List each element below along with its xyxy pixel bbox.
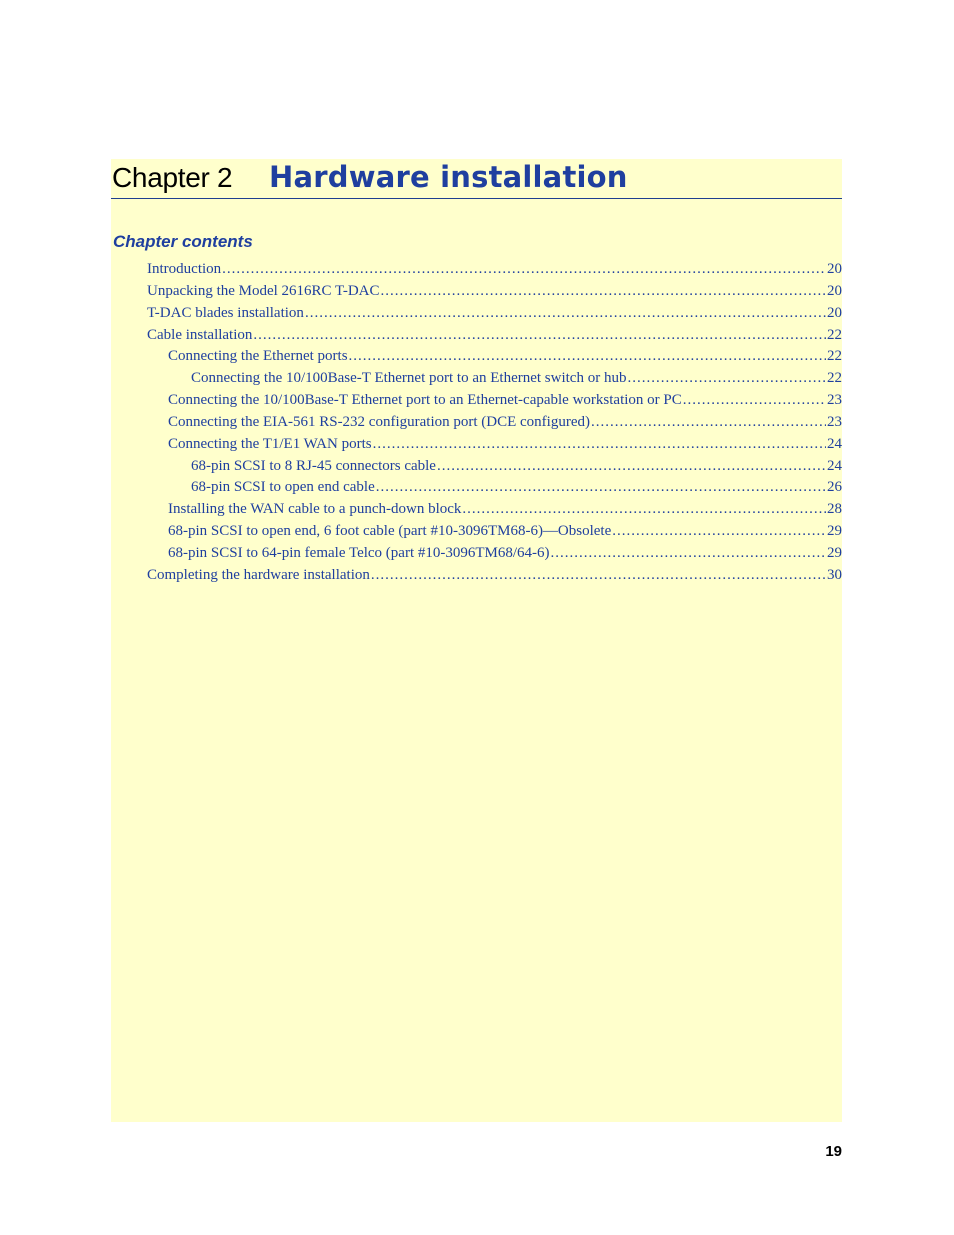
toc-entry[interactable]: [168, 542, 842, 564]
toc-entry-title: Connecting the 10/100Base-T Ethernet port to an Ethernet-capable workstation or PC: [168, 392, 682, 408]
toc-entry-page: 23: [827, 414, 842, 430]
toc-entry-title: 68-pin SCSI to 64-pin female Telco (part #10-3096TM68/64-6): [168, 545, 550, 561]
toc-dot-leader: [371, 564, 826, 586]
toc-entry[interactable]: [168, 389, 842, 411]
toc-dot-leader: [349, 345, 826, 367]
toc-entry[interactable]: [147, 258, 842, 280]
chapter-label: Chapter 2: [112, 162, 233, 193]
toc-entry-title: Installing the WAN cable to a punch-down block: [168, 501, 462, 517]
toc-entry-title: Completing the hardware installation: [147, 567, 370, 583]
toc-entry-page: 22: [827, 348, 842, 364]
toc-entry[interactable]: [147, 564, 842, 586]
toc-entry-title: Connecting the Ethernet ports: [168, 348, 348, 364]
toc-entry-page: 30: [827, 567, 842, 583]
toc-entry-title: Unpacking the Model 2616RC T-DAC: [147, 283, 380, 299]
toc-dot-leader: [437, 455, 826, 477]
toc-entry-page: 24: [827, 436, 842, 452]
toc-dot-leader: [462, 498, 826, 520]
toc-entry-page: 24: [827, 458, 842, 474]
toc-entry-title: Connecting the EIA-561 RS-232 configuration port (DCE configured): [168, 414, 590, 430]
contents-heading: Chapter contents: [113, 232, 253, 251]
toc-dot-leader: [381, 280, 827, 302]
toc-entry-title: 68-pin SCSI to open end cable: [191, 479, 375, 495]
toc-entry-title: Connecting the 10/100Base-T Ethernet port to an Ethernet switch or hub: [191, 370, 627, 386]
toc-entry-title: T-DAC blades installation: [147, 305, 304, 321]
toc-entry[interactable]: [168, 411, 842, 433]
toc-dot-leader: [683, 389, 826, 411]
toc-dot-leader: [222, 258, 826, 280]
toc-entry-title: 68-pin SCSI to open end, 6 foot cable (part #10-3096TM68-6)—Obsolete: [168, 523, 612, 539]
toc-entry-title: Introduction: [147, 261, 222, 277]
toc-entry-page: 29: [827, 545, 842, 561]
toc-entry[interactable]: [191, 367, 842, 389]
toc-entry-page: 20: [827, 305, 842, 321]
chapter-title: Hardware installation: [269, 160, 628, 194]
page-number: 19: [825, 1143, 842, 1160]
toc-entry[interactable]: [147, 280, 842, 302]
toc-dot-leader: [373, 433, 826, 455]
toc-entry-title: Cable installation: [147, 327, 253, 343]
toc-entry[interactable]: [168, 345, 842, 367]
toc-entry-page: 23: [827, 392, 842, 408]
toc-entry[interactable]: [147, 302, 842, 324]
toc-entry-page: 26: [827, 479, 842, 495]
toc-entry-page: 28: [827, 501, 842, 517]
toc-dot-leader: [376, 476, 826, 498]
toc-entry[interactable]: [191, 455, 842, 477]
toc-entry-page: 22: [827, 370, 842, 386]
toc-dot-leader: [305, 302, 826, 324]
toc-entry-page: 20: [827, 261, 842, 277]
toc-entry-title: Connecting the T1/E1 WAN ports: [168, 436, 372, 452]
toc-dot-leader: [627, 367, 826, 389]
toc-entry[interactable]: [168, 520, 842, 542]
toc-entry[interactable]: [168, 433, 842, 455]
toc-entry-page: 22: [827, 327, 842, 343]
toc-entry[interactable]: [191, 476, 842, 498]
toc-entry[interactable]: [147, 324, 842, 346]
toc-dot-leader: [551, 542, 826, 564]
toc-entry[interactable]: [168, 498, 842, 520]
toc-entry-page: 20: [827, 283, 842, 299]
toc-dot-leader: [253, 324, 826, 346]
toc-entry-page: 29: [827, 523, 842, 539]
toc-dot-leader: [591, 411, 826, 433]
toc-entry-title: 68-pin SCSI to 8 RJ-45 connectors cable: [191, 458, 436, 474]
toc-dot-leader: [612, 520, 826, 542]
